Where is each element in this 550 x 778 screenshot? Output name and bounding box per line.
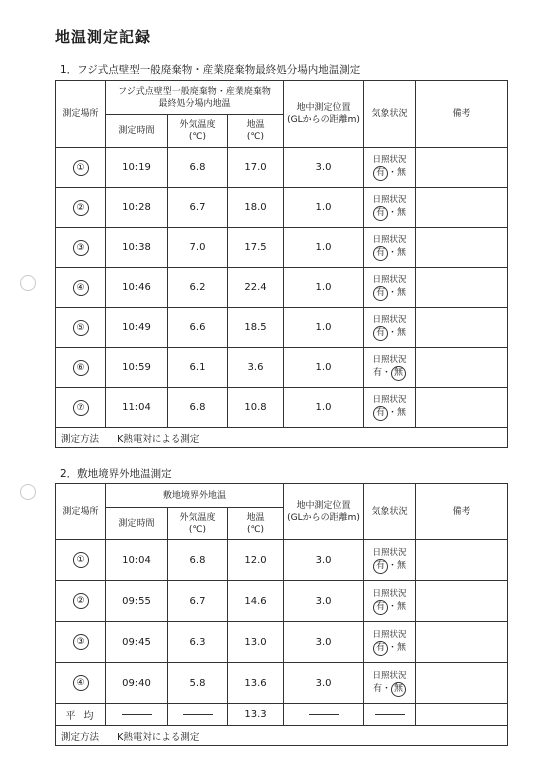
header-group-line1: フジ式点壁型一般廃棄物・産業廃棄物 bbox=[118, 86, 271, 97]
ground-temp-cell: 10.8 bbox=[228, 388, 284, 428]
air-temp-cell: 6.1 bbox=[168, 348, 228, 388]
weather-cell bbox=[364, 188, 416, 228]
place-number: ⑥ bbox=[73, 360, 89, 376]
weather-option-no: 無 bbox=[391, 682, 406, 697]
weather-option-no: 無 bbox=[397, 601, 407, 612]
air-temp-cell: 6.3 bbox=[168, 622, 228, 663]
header-notes: 備考 bbox=[416, 484, 508, 540]
place-cell bbox=[56, 148, 106, 188]
header-time: 測定時間 bbox=[106, 115, 168, 148]
ground-temp-cell: 14.6 bbox=[228, 581, 284, 622]
header-weather: 気象状況 bbox=[364, 484, 416, 540]
weather-option-yes: 有 bbox=[373, 683, 383, 694]
header-ground-temp bbox=[228, 115, 284, 148]
place-cell bbox=[56, 581, 106, 622]
weather-separator: ・ bbox=[387, 408, 397, 418]
weather-separator: ・ bbox=[382, 683, 392, 694]
weather-option-yes: 有 bbox=[373, 246, 388, 261]
dash-mark bbox=[183, 714, 213, 715]
weather-cell bbox=[364, 308, 416, 348]
time-cell: 09:55 bbox=[106, 581, 168, 622]
weather-label: 日照状況 bbox=[372, 395, 407, 405]
header-air-line1: 外気温度 bbox=[179, 512, 216, 523]
time-cell: 10:04 bbox=[106, 540, 168, 581]
weather-label: 日照状況 bbox=[372, 315, 407, 325]
header-group: 敷地境界外地温 bbox=[106, 484, 284, 508]
depth-cell: 3.0 bbox=[284, 540, 364, 581]
place-number: ④ bbox=[73, 280, 89, 296]
weather-option-no: 無 bbox=[391, 366, 406, 381]
weather-label: 日照状況 bbox=[372, 629, 407, 640]
weather-label: 日照状況 bbox=[372, 195, 407, 205]
place-cell bbox=[56, 388, 106, 428]
place-cell bbox=[56, 228, 106, 268]
ground-temp-cell: 12.0 bbox=[228, 540, 284, 581]
weather-separator: ・ bbox=[387, 208, 397, 218]
air-temp-cell: 6.8 bbox=[168, 148, 228, 188]
average-time-blank bbox=[106, 704, 168, 726]
weather-separator: ・ bbox=[387, 328, 397, 338]
time-cell: 10:49 bbox=[106, 308, 168, 348]
weather-separator: ・ bbox=[388, 560, 398, 571]
weather-cell bbox=[364, 268, 416, 308]
air-temp-cell: 6.2 bbox=[168, 268, 228, 308]
air-temp-cell: 7.0 bbox=[168, 228, 228, 268]
dash-mark bbox=[375, 714, 405, 715]
air-temp-cell: 6.6 bbox=[168, 308, 228, 348]
place-cell bbox=[56, 308, 106, 348]
weather-label: 日照状況 bbox=[372, 235, 407, 245]
table-row bbox=[56, 268, 508, 308]
notes-cell bbox=[416, 268, 508, 308]
notes-cell bbox=[416, 388, 508, 428]
header-notes: 備考 bbox=[416, 81, 508, 148]
header-ground-unit: (℃) bbox=[246, 524, 265, 535]
place-cell bbox=[56, 663, 106, 704]
weather-label: 日照状況 bbox=[372, 155, 407, 165]
time-cell: 10:59 bbox=[106, 348, 168, 388]
weather-option-no: 無 bbox=[397, 328, 407, 338]
place-number: ① bbox=[73, 552, 89, 568]
header-air-unit: (℃) bbox=[188, 524, 207, 535]
weather-separator: ・ bbox=[381, 368, 391, 378]
place-number: ① bbox=[73, 160, 89, 176]
weather-option-yes: 有 bbox=[373, 559, 388, 574]
method-label: 測定方法 bbox=[61, 731, 100, 743]
header-place: 測定場所 bbox=[56, 81, 106, 148]
punch-hole bbox=[20, 275, 36, 291]
weather-option-no: 無 bbox=[397, 248, 407, 258]
place-number: ② bbox=[73, 593, 89, 609]
time-cell: 10:19 bbox=[106, 148, 168, 188]
notes-cell bbox=[416, 188, 508, 228]
weather-option-yes: 有 bbox=[373, 166, 388, 181]
place-number: ⑦ bbox=[73, 400, 89, 416]
weather-option-yes: 有 bbox=[373, 206, 388, 221]
notes-cell bbox=[416, 228, 508, 268]
weather-label: 日照状況 bbox=[372, 275, 407, 285]
place-number: ⑤ bbox=[73, 320, 89, 336]
place-number: ② bbox=[73, 200, 89, 216]
weather-option-yes: 有 bbox=[373, 641, 388, 656]
weather-separator: ・ bbox=[388, 642, 398, 653]
table-row bbox=[56, 348, 508, 388]
header-group-line2: 最終処分場内地温 bbox=[158, 98, 231, 109]
header-ground-unit: (℃) bbox=[246, 132, 265, 142]
method-value: K熱電対による測定 bbox=[117, 731, 200, 743]
ground-temp-cell: 18.5 bbox=[228, 308, 284, 348]
weather-separator: ・ bbox=[387, 288, 397, 298]
average-air-blank bbox=[168, 704, 228, 726]
place-cell bbox=[56, 622, 106, 663]
average-label: 平均 bbox=[56, 704, 106, 726]
section2-heading: 2．敷地境界外地温測定 bbox=[60, 468, 172, 480]
table-row bbox=[56, 388, 508, 428]
weather-cell bbox=[364, 663, 416, 704]
notes-cell bbox=[416, 540, 508, 581]
header-depth-line2: (GLからの距離m) bbox=[287, 512, 360, 523]
notes-cell bbox=[416, 622, 508, 663]
time-cell: 10:38 bbox=[106, 228, 168, 268]
depth-cell: 1.0 bbox=[284, 348, 364, 388]
place-cell bbox=[56, 268, 106, 308]
average-ground-temp: 13.3 bbox=[228, 704, 284, 726]
weather-option-no: 無 bbox=[397, 208, 407, 218]
time-cell: 10:28 bbox=[106, 188, 168, 228]
depth-cell: 3.0 bbox=[284, 663, 364, 704]
weather-option-yes: 有 bbox=[372, 368, 382, 378]
place-number: ③ bbox=[73, 240, 89, 256]
header-air-line1: 外気温度 bbox=[179, 120, 216, 130]
page-title: 地温測定記録 bbox=[55, 28, 152, 46]
measurement-method bbox=[56, 428, 508, 448]
weather-cell bbox=[364, 148, 416, 188]
depth-cell: 3.0 bbox=[284, 148, 364, 188]
table-row bbox=[56, 188, 508, 228]
place-number: ③ bbox=[73, 634, 89, 650]
section1-heading: 1．フジ式点壁型一般廃棄物・産業廃棄物最終処分場内地温測定 bbox=[60, 64, 361, 76]
table-row bbox=[56, 148, 508, 188]
weather-option-no: 無 bbox=[397, 288, 407, 298]
ground-temp-cell: 17.5 bbox=[228, 228, 284, 268]
air-temp-cell: 6.8 bbox=[168, 388, 228, 428]
ground-temp-table-1 bbox=[55, 80, 508, 448]
weather-cell bbox=[364, 348, 416, 388]
weather-separator: ・ bbox=[387, 168, 397, 178]
header-time: 測定時間 bbox=[106, 508, 168, 540]
air-temp-cell: 6.7 bbox=[168, 188, 228, 228]
air-temp-cell: 5.8 bbox=[168, 663, 228, 704]
ground-temp-table-2 bbox=[55, 483, 508, 746]
place-cell bbox=[56, 348, 106, 388]
header-air-temp bbox=[168, 508, 228, 540]
depth-cell: 3.0 bbox=[284, 622, 364, 663]
air-temp-cell: 6.8 bbox=[168, 540, 228, 581]
header-ground-line1: 地温 bbox=[246, 512, 265, 523]
weather-label: 日照状況 bbox=[372, 670, 407, 681]
depth-cell: 1.0 bbox=[284, 228, 364, 268]
table-row bbox=[56, 622, 508, 663]
depth-cell: 1.0 bbox=[284, 308, 364, 348]
table-row bbox=[56, 540, 508, 581]
header-ground-line1: 地温 bbox=[246, 120, 265, 130]
notes-cell bbox=[416, 348, 508, 388]
table-row bbox=[56, 663, 508, 704]
weather-option-no: 無 bbox=[397, 642, 407, 653]
weather-option-no: 無 bbox=[397, 408, 407, 418]
weather-cell bbox=[364, 622, 416, 663]
depth-cell: 1.0 bbox=[284, 188, 364, 228]
punch-hole bbox=[20, 484, 36, 500]
weather-label: 日照状況 bbox=[372, 588, 407, 599]
weather-cell bbox=[364, 540, 416, 581]
dash-mark bbox=[122, 714, 152, 715]
header-depth-line2: (GLからの距離m) bbox=[287, 115, 360, 125]
weather-option-yes: 有 bbox=[373, 326, 388, 341]
header-depth bbox=[284, 81, 364, 148]
header-air-temp bbox=[168, 115, 228, 148]
time-cell: 11:04 bbox=[106, 388, 168, 428]
average-depth-blank bbox=[284, 704, 364, 726]
depth-cell: 1.0 bbox=[284, 268, 364, 308]
place-number: ④ bbox=[73, 675, 89, 691]
time-cell: 09:40 bbox=[106, 663, 168, 704]
ground-temp-cell: 13.0 bbox=[228, 622, 284, 663]
ground-temp-cell: 17.0 bbox=[228, 148, 284, 188]
notes-cell bbox=[416, 148, 508, 188]
ground-temp-cell: 3.6 bbox=[228, 348, 284, 388]
header-depth bbox=[284, 484, 364, 540]
weather-label: 日照状況 bbox=[372, 547, 407, 558]
notes-cell bbox=[416, 663, 508, 704]
weather-separator: ・ bbox=[387, 248, 397, 258]
time-cell: 09:45 bbox=[106, 622, 168, 663]
average-weather-blank bbox=[364, 704, 416, 726]
header-group bbox=[106, 81, 284, 115]
table-row bbox=[56, 228, 508, 268]
weather-option-yes: 有 bbox=[373, 286, 388, 301]
weather-label: 日照状況 bbox=[372, 355, 407, 365]
average-notes-blank bbox=[416, 704, 508, 726]
weather-cell bbox=[364, 581, 416, 622]
ground-temp-cell: 13.6 bbox=[228, 663, 284, 704]
depth-cell: 3.0 bbox=[284, 581, 364, 622]
header-place: 測定場所 bbox=[56, 484, 106, 540]
weather-option-no: 無 bbox=[397, 560, 407, 571]
weather-option-yes: 有 bbox=[373, 600, 388, 615]
header-weather: 気象状況 bbox=[364, 81, 416, 148]
weather-cell bbox=[364, 388, 416, 428]
header-air-unit: (℃) bbox=[188, 132, 207, 142]
measurement-method bbox=[56, 726, 508, 746]
place-cell bbox=[56, 188, 106, 228]
depth-cell: 1.0 bbox=[284, 388, 364, 428]
table-row bbox=[56, 581, 508, 622]
notes-cell bbox=[416, 581, 508, 622]
ground-temp-cell: 18.0 bbox=[228, 188, 284, 228]
air-temp-cell: 6.7 bbox=[168, 581, 228, 622]
weather-option-yes: 有 bbox=[373, 406, 388, 421]
weather-cell bbox=[364, 228, 416, 268]
header-ground-temp bbox=[228, 508, 284, 540]
method-label: 測定方法 bbox=[61, 433, 100, 445]
method-value: K熱電対による測定 bbox=[117, 433, 200, 445]
weather-separator: ・ bbox=[388, 601, 398, 612]
time-cell: 10:46 bbox=[106, 268, 168, 308]
table-row bbox=[56, 308, 508, 348]
notes-cell bbox=[416, 308, 508, 348]
header-depth-line1: 地中測定位置 bbox=[296, 500, 351, 511]
weather-option-no: 無 bbox=[397, 168, 407, 178]
ground-temp-cell: 22.4 bbox=[228, 268, 284, 308]
place-cell bbox=[56, 540, 106, 581]
header-depth-line1: 地中測定位置 bbox=[296, 103, 351, 113]
dash-mark bbox=[309, 714, 339, 715]
